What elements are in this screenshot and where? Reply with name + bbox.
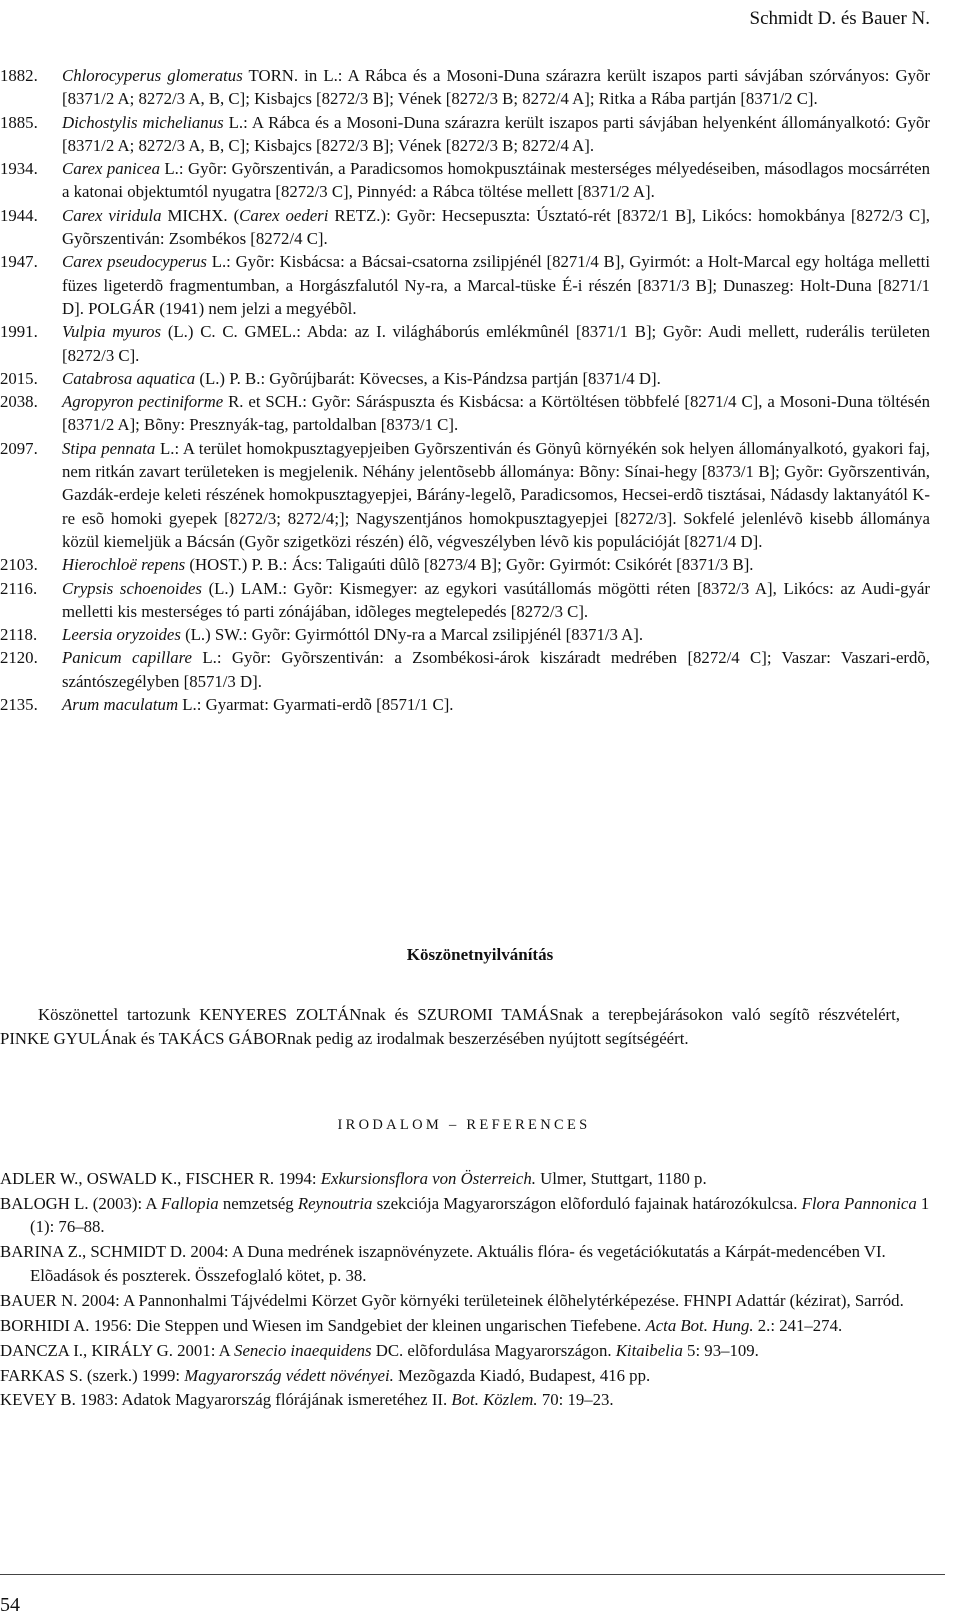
species-entry: [0, 111, 960, 158]
acknowledgement-text: Köszönettel tartozunk KENYERES ZOLTÁNnak és SZUROMI TAMÁSnak a terepbejárásokon való segítõ részvételért, PINKE GYULÁnak és TAKÁCS GÁBORnak pedig az irodalmak beszerzésében nyújtott segítségéért.: [0, 1005, 900, 1048]
reference-title: Exkursionsflora von Österreich.: [320, 1169, 536, 1188]
species-entry: [0, 577, 960, 624]
species-number: 2135.: [0, 695, 38, 715]
reference-item: [0, 1339, 960, 1362]
species-text: : Ács: Taligaúti dûlõ [8273/4 B]; Gyõr: Gyirmót: Csikórét [8371/3 B].: [282, 555, 754, 575]
species-entry: [0, 250, 960, 320]
reference-text: FARKAS S. (szerk.) 1999:: [0, 1365, 185, 1385]
species-number: 2015.: [0, 368, 38, 388]
reference-taxon: Reynoutria: [297, 1193, 373, 1213]
species-entry: [0, 437, 960, 553]
reference-taxon: Senecio inaequidens: [234, 1340, 372, 1360]
taxon-synonym: Carex oederi: [239, 205, 329, 225]
taxon-author: (HOST.) P. B.: [189, 555, 283, 575]
taxon-name: Hierochloë repens: [62, 555, 186, 575]
reference-item: [0, 1388, 960, 1411]
reference-text: KEVEY B. 1983: Adatok Magyarország flórájának ismeretéhez II.: [0, 1390, 452, 1410]
reference-journal: Acta Bot. Hung.: [645, 1315, 754, 1335]
species-number: 1882.: [0, 66, 38, 85]
taxon-name: Carex pseudocyperus: [62, 252, 207, 272]
taxon-author: L.: [228, 112, 244, 132]
synonym-author: RETZ.): [334, 205, 387, 225]
species-text: : A terület homokpusztagyepjeiben Gyõrszentiván és Gönyû környékén sok helyen állományalkotó, gyakori faj, nem ritkán zavart területeken is megjelenik. Néhány jelentõsebb állománya: Bõny: Sínai-hegy [8373/1 B]; Gyõr: Gyõrszentiván, Gazdák-erdeje keleti részének homokpusztagyepjei, Bárány-legelõ, Paradicsomos, Hecsei-erdõ tisztásai, Nádasdy laktanyától K-re esõ homoki gyepek [8272/3; 8272/4;]; Nagyszentjános homokpusztagyepjei [8272/3]. Sokfelé jelenlévõ kisebb állománya közül kiemeljük a Bácsán (Gyõr szigetközi részén) élõ, végveszélyben lévõ kis populációját [8271/4 D].: [62, 438, 930, 551]
species-number: 1934.: [0, 159, 38, 179]
reference-text: 2.: 241–274.: [753, 1315, 843, 1335]
taxon-author: L.: [182, 695, 197, 715]
taxon-author: R. et SCH.: [228, 392, 303, 412]
reference-journal: Kitaibelia: [615, 1340, 683, 1360]
footer-rule: [0, 1574, 945, 1575]
species-number: 1947.: [0, 252, 38, 272]
species-entry: [0, 64, 960, 111]
taxon-name: Dichostylis michelianus: [62, 112, 224, 132]
taxon-name: Carex panicea: [62, 159, 160, 179]
taxon-name: Arum maculatum: [62, 695, 179, 715]
reference-list: [0, 1167, 960, 1413]
species-text: : Gyarmat: Gyarmati-erdõ [8571/1 C].: [196, 695, 454, 715]
reference-journal: Bot. Közlem.: [451, 1390, 538, 1410]
reference-text: szekciója Magyarországon elõforduló fajainak határozókulcsa.: [372, 1193, 802, 1213]
reference-text: BARINA Z., SCHMIDT D. 2004: A Duna medrének iszapnövényzete. Aktuális flóra- és vegetációkutatás a Kárpát-medencében VI. Elõadások és poszterek. Összefoglaló kötet, p. 38.: [0, 1242, 886, 1285]
species-entry: [0, 204, 960, 251]
page-number: 54: [0, 1594, 20, 1616]
reference-item: [0, 1240, 960, 1287]
taxon-name: Stipa pennata: [62, 438, 156, 458]
species-text: : Gyõr: Gyõrszentiván: a Zsombékosi-árok kiszáradt medrében [8272/4 C]; Vaszar: Vaszari-erdõ, szántószegélyben [8571/3 D].: [62, 648, 930, 691]
species-number: 2120.: [0, 648, 38, 668]
species-number: 2097.: [0, 438, 38, 458]
species-text: : Gyõrújbarát: Kövecses, a Kis-Pándzsa partján [8371/4 D].: [260, 368, 661, 388]
species-text: : Gyõr: Gyõrszentiván, a Paradicsomos homokpusztáinak mesterséges mélyedéseiben, másodlagos mocsárréten a katonai objektumtól nyugatra [8272/3 C], Pinnyéd: a Rábca töltése mellett [8371/2 A].: [62, 159, 931, 202]
species-entry: [0, 646, 960, 693]
acknowledgement-title: Köszönetnyilvánítás: [406, 945, 554, 964]
species-number: 2038.: [0, 392, 38, 412]
taxon-name: Carex viridula: [62, 205, 162, 225]
species-text: : Gyõr: Kisbácsa: a Bácsai-csatorna zsilipjénél [8271/4 B], Gyirmót: a Holt-Marcal egy holtága melletti füzes ligeterdõ fragmentumban, a Horgászfalutól Ny-ra, a Marcal-tüske É-i részén [8371/3 B]; Dunaszeg: Holt-Duna [8271/1 D]. POLGÁR (1941) nem jelzi a megyébõl.: [62, 252, 931, 318]
taxon-author: L.: [160, 438, 175, 458]
taxon-name: Leersia oryzoides: [62, 625, 181, 645]
species-entry: [0, 553, 960, 576]
reference-item: [0, 1364, 960, 1387]
species-entry: [0, 157, 960, 204]
taxon-name: Crypsis schoenoides: [62, 578, 202, 598]
species-entry: [0, 623, 960, 646]
taxon-author: (L.) C. C. GMEL.: [167, 322, 297, 342]
taxon-author: L.: [202, 648, 217, 668]
species-text: : Gyõr: Gyirmóttól DNy-ra a Marcal zsilipjénél [8371/3 A].: [242, 625, 644, 645]
reference-item: [0, 1314, 960, 1337]
taxon-name: Chlorocyperus glomeratus: [62, 66, 243, 85]
taxon-name: Agropyron pectiniforme: [62, 392, 224, 412]
taxon-author: MICHX. (: [167, 205, 240, 225]
running-head: Schmidt D. és Bauer N.: [749, 8, 930, 29]
reference-text: 70: 19–23.: [537, 1390, 614, 1410]
taxon-name: Panicum capillare: [62, 648, 192, 668]
species-text: : Gyõr: Kismegyer: az egykori vasútállomás mögötti réten [8372/3 A], Likócs: az Audi-gyár melletti kis mesterséges tó parti zónájában, idõleges megtelepedés [8272/3 C].: [62, 578, 930, 621]
species-text: : A Rábca és a Mosoni-Duna szárazra került iszapos parti sávjában szórványos: Gyõr [8371/2 A; 8272/3 A, B, C]; Kisbajcs [8272/3 B]; Vének [8272/3 B; 8272/4 A]; Ritka a Rába partján [8371/2 C].: [62, 66, 930, 109]
reference-item: [0, 1289, 960, 1312]
reference-text: DC. elõfordulása Magyarországon.: [371, 1340, 616, 1360]
species-entry: [0, 390, 960, 437]
taxon-author: (L.) SW.: [185, 625, 243, 645]
reference-taxon: Fallopia: [160, 1193, 219, 1213]
taxon-author: L.: [211, 252, 227, 272]
reference-text: BALOGH L. (2003): A: [0, 1193, 161, 1213]
reference-item: [0, 1192, 960, 1239]
taxon-author: L.: [164, 159, 179, 179]
references-title: IRODALOM – REFERENCES: [337, 1117, 591, 1133]
reference-item: [0, 1167, 960, 1190]
species-list: [0, 64, 960, 716]
reference-text: Ulmer, Stuttgart, 1180 p.: [535, 1169, 707, 1188]
species-number: 2103.: [0, 555, 38, 575]
species-number: 1991.: [0, 322, 38, 342]
reference-text: 5: 93–109.: [682, 1340, 759, 1360]
reference-title: Magyarország védett növényei.: [184, 1365, 394, 1385]
reference-text: ADLER W., OSWALD K., FISCHER R. 1994:: [0, 1169, 321, 1188]
species-entry: [0, 693, 960, 716]
species-entry: [0, 320, 960, 367]
taxon-author: (L.) P. B.: [199, 368, 261, 388]
taxon-name: Vulpia myuros: [62, 322, 162, 342]
reference-text: Mezõgazda Kiadó, Budapest, 416 pp.: [393, 1365, 651, 1385]
species-number: 1885.: [0, 112, 38, 132]
species-number: 1944.: [0, 205, 38, 225]
reference-text: nemzetség: [218, 1193, 298, 1213]
species-text: : Gyõr: Hecsepuszta: Úsztató-rét [8372/1 B], Likócs: homokbánya [8272/3 C], Gyõrszentiván: Zsombékos [8272/4 C].: [62, 205, 930, 249]
species-number: 2118.: [0, 625, 38, 645]
species-text: : Abda: az I. világháborús emlékmûnél [8371/1 B]; Gyõr: Audi mellett, ruderális területen [8272/3 C].: [62, 322, 930, 365]
taxon-author: TORN. in L.: [248, 66, 338, 85]
reference-text: BORHIDI A. 1956: Die Steppen und Wiesen im Sandgebiet der kleinen ungarischen Tiefebene.: [0, 1315, 646, 1335]
taxon-name: Catabrosa aquatica: [62, 368, 196, 388]
species-number: 2116.: [0, 578, 38, 598]
reference-text: DANCZA I., KIRÁLY G. 2001: A: [0, 1340, 235, 1360]
species-entry: [0, 367, 960, 390]
species-text: : Gyõr: Sáráspuszta és Kisbácsa: a Körtöltésen többfelé [8271/4 C], a Mosoni-Duna töltésén [8371/2 A]; Bõny: Presznyák-tag, partoldalban [8373/1 C].: [62, 392, 931, 435]
taxon-author: (L.) LAM.: [208, 578, 283, 598]
reference-journal: Flora Pannonica: [801, 1193, 917, 1213]
species-text: : A Rábca és a Mosoni-Duna szárazra került iszapos parti sávjában helyenként állományalkotó: Gyõr [8371/2 A; 8272/3 A, B, C]; Kisbajcs [8272/3 B]; Vének [8272/3 B; 8272/4 A].: [62, 112, 930, 155]
reference-text: 1 (1): 76–88.: [30, 1193, 930, 1237]
reference-text: BAUER N. 2004: A Pannonhalmi Tájvédelmi Körzet Gyõr környéki területeinek élõhelytérképezése. FHNPI Adattár (kézirat), Sarród.: [0, 1290, 904, 1310]
